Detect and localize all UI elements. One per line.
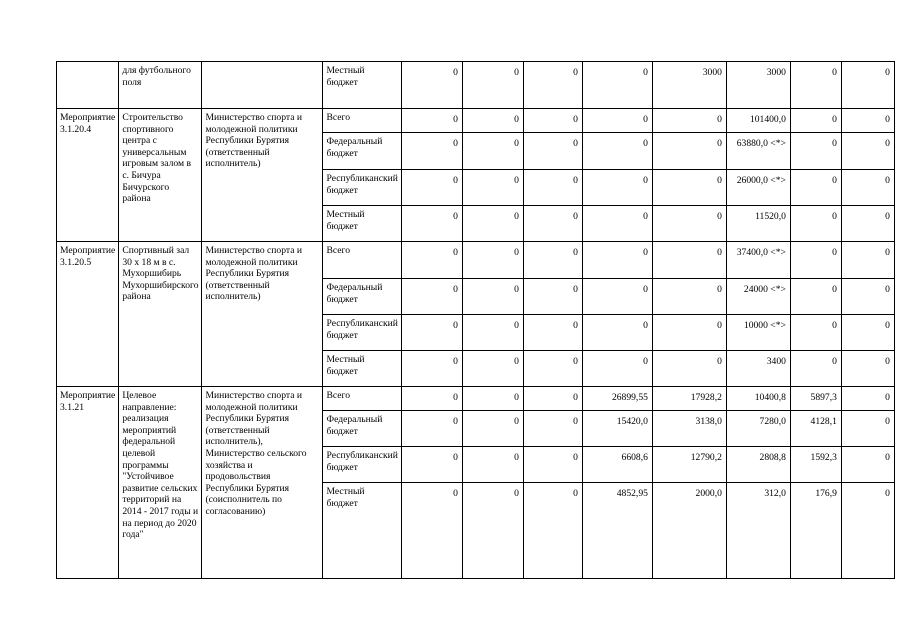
executor-cell <box>202 62 323 109</box>
value-cell: 11520,0 <box>726 206 790 242</box>
funding-source-cell: Федеральный бюджет <box>323 279 401 315</box>
activity-name-cell: Строительство спортивного центра с универсальным игровым залом в с. Бичура Бичурского района <box>119 109 202 242</box>
value-cell: 0 <box>462 387 523 411</box>
value-cell: 0 <box>790 206 841 242</box>
activity-code-cell: Мероприятие 3.1.20.4 <box>57 109 119 242</box>
value-cell: 0 <box>523 279 582 315</box>
table-row <box>57 242 895 279</box>
value-cell: 0 <box>841 206 894 242</box>
value-cell: 0 <box>401 387 462 411</box>
value-cell: 10400,8 <box>726 387 790 411</box>
value-cell: 12790,2 <box>652 447 726 483</box>
value-cell: 0 <box>790 133 841 170</box>
value-cell: 0 <box>523 387 582 411</box>
value-cell: 1592,3 <box>790 447 841 483</box>
value-cell: 0 <box>582 242 652 279</box>
value-cell: 0 <box>652 109 726 133</box>
value-cell: 0 <box>523 447 582 483</box>
value-cell: 0 <box>523 206 582 242</box>
value-cell: 0 <box>401 315 462 351</box>
funding-source-cell: Республиканский бюджет <box>323 447 401 483</box>
value-cell: 0 <box>462 411 523 447</box>
value-cell: 0 <box>523 483 582 579</box>
table-row <box>57 109 895 133</box>
value-cell: 0 <box>401 242 462 279</box>
funding-source-cell: Местный бюджет <box>323 62 401 109</box>
value-cell: 0 <box>841 447 894 483</box>
value-cell: 0 <box>462 109 523 133</box>
budget-table <box>56 61 895 579</box>
funding-source-cell: Всего <box>323 242 401 279</box>
value-cell: 3138,0 <box>652 411 726 447</box>
value-cell: 0 <box>582 206 652 242</box>
funding-source-cell: Местный бюджет <box>323 351 401 387</box>
value-cell: 0 <box>462 315 523 351</box>
value-cell: 10000 <*> <box>726 315 790 351</box>
value-cell: 0 <box>582 170 652 206</box>
value-cell: 0 <box>401 411 462 447</box>
value-cell: 0 <box>582 279 652 315</box>
value-cell: 7280,0 <box>726 411 790 447</box>
value-cell: 0 <box>401 483 462 579</box>
value-cell: 0 <box>401 351 462 387</box>
value-cell: 0 <box>841 242 894 279</box>
activity-name-cell: Целевое направление: реализация мероприятий федеральной целевой программы "Устойчивое развитие сельских территорий на 2014 - 2017 годы и на период до 2020 года" <box>119 387 202 579</box>
value-cell: 0 <box>582 109 652 133</box>
value-cell: 0 <box>652 315 726 351</box>
funding-source-cell: Федеральный бюджет <box>323 133 401 170</box>
value-cell: 0 <box>523 411 582 447</box>
funding-source-cell: Местный бюджет <box>323 206 401 242</box>
executor-cell: Министерство спорта и молодежной политики Республики Бурятия (ответственный исполнитель) <box>202 242 323 387</box>
value-cell: 0 <box>790 109 841 133</box>
value-cell: 0 <box>841 62 894 109</box>
value-cell: 0 <box>790 315 841 351</box>
value-cell: 37400,0 <*> <box>726 242 790 279</box>
value-cell: 17928,2 <box>652 387 726 411</box>
value-cell: 0 <box>841 170 894 206</box>
value-cell: 26899,55 <box>582 387 652 411</box>
value-cell: 0 <box>462 133 523 170</box>
value-cell: 0 <box>652 242 726 279</box>
value-cell: 312,0 <box>726 483 790 579</box>
value-cell: 0 <box>401 133 462 170</box>
value-cell: 0 <box>652 133 726 170</box>
value-cell: 101400,0 <box>726 109 790 133</box>
table-row <box>57 62 895 109</box>
value-cell: 0 <box>790 62 841 109</box>
value-cell: 0 <box>790 351 841 387</box>
value-cell: 0 <box>462 170 523 206</box>
value-cell: 3000 <box>652 62 726 109</box>
funding-source-cell: Местный бюджет <box>323 483 401 579</box>
value-cell: 0 <box>523 133 582 170</box>
value-cell: 4128,1 <box>790 411 841 447</box>
value-cell: 0 <box>401 206 462 242</box>
value-cell: 0 <box>462 279 523 315</box>
value-cell: 0 <box>652 206 726 242</box>
value-cell: 15420,0 <box>582 411 652 447</box>
value-cell: 0 <box>401 279 462 315</box>
value-cell: 63880,0 <*> <box>726 133 790 170</box>
value-cell: 0 <box>652 279 726 315</box>
value-cell: 0 <box>462 62 523 109</box>
value-cell: 26000,0 <*> <box>726 170 790 206</box>
value-cell: 3000 <box>726 62 790 109</box>
value-cell: 0 <box>523 170 582 206</box>
activity-name-cell: Спортивный зал 30 x 18 м в с. Мухоршибирь Мухоршибирского района <box>119 242 202 387</box>
value-cell: 0 <box>841 133 894 170</box>
activity-code-cell: Мероприятие 3.1.20.5 <box>57 242 119 387</box>
value-cell: 0 <box>523 315 582 351</box>
activity-name-cell: для футбольного поля <box>119 62 202 109</box>
value-cell: 0 <box>523 242 582 279</box>
value-cell: 0 <box>841 279 894 315</box>
funding-source-cell: Всего <box>323 387 401 411</box>
funding-source-cell: Всего <box>323 109 401 133</box>
value-cell: 0 <box>462 206 523 242</box>
value-cell: 2808,8 <box>726 447 790 483</box>
value-cell: 0 <box>462 351 523 387</box>
value-cell: 0 <box>401 170 462 206</box>
activity-code-cell <box>57 62 119 109</box>
funding-source-cell: Республиканский бюджет <box>323 170 401 206</box>
value-cell: 176,9 <box>790 483 841 579</box>
value-cell: 0 <box>841 109 894 133</box>
value-cell: 0 <box>790 242 841 279</box>
value-cell: 0 <box>401 447 462 483</box>
value-cell: 3400 <box>726 351 790 387</box>
value-cell: 0 <box>841 387 894 411</box>
value-cell: 0 <box>523 351 582 387</box>
value-cell: 24000 <*> <box>726 279 790 315</box>
value-cell: 0 <box>523 62 582 109</box>
activity-code-cell: Мероприятие 3.1.21 <box>57 387 119 579</box>
funding-source-cell: Республиканский бюджет <box>323 315 401 351</box>
value-cell: 0 <box>841 351 894 387</box>
value-cell: 0 <box>841 411 894 447</box>
value-cell: 0 <box>462 483 523 579</box>
executor-cell: Министерство спорта и молодежной политики Республики Бурятия (ответственный исполнитель), Министерство сельского хозяйства и продовольствия Республики Бурятия (соисполнитель по согласованию) <box>202 387 323 579</box>
value-cell: 5897,3 <box>790 387 841 411</box>
value-cell: 0 <box>523 109 582 133</box>
value-cell: 0 <box>652 170 726 206</box>
value-cell: 0 <box>841 483 894 579</box>
value-cell: 0 <box>462 447 523 483</box>
funding-source-cell: Федеральный бюджет <box>323 411 401 447</box>
value-cell: 0 <box>401 109 462 133</box>
value-cell: 0 <box>582 351 652 387</box>
value-cell: 0 <box>582 315 652 351</box>
value-cell: 0 <box>652 351 726 387</box>
executor-cell: Министерство спорта и молодежной политики Республики Бурятия (ответственный исполнитель) <box>202 109 323 242</box>
value-cell: 0 <box>401 62 462 109</box>
value-cell: 0 <box>790 170 841 206</box>
value-cell: 0 <box>582 133 652 170</box>
value-cell: 0 <box>462 242 523 279</box>
value-cell: 6608,6 <box>582 447 652 483</box>
table-row <box>57 387 895 411</box>
value-cell: 0 <box>582 62 652 109</box>
value-cell: 4852,95 <box>582 483 652 579</box>
value-cell: 2000,0 <box>652 483 726 579</box>
value-cell: 0 <box>790 279 841 315</box>
value-cell: 0 <box>841 315 894 351</box>
